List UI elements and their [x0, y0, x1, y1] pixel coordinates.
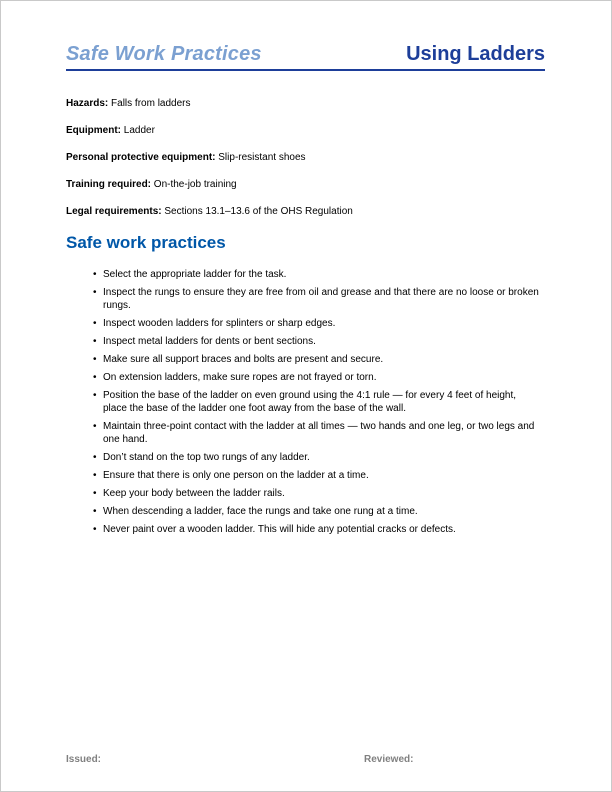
- bullet-text: Inspect wooden ladders for splinters or sharp edges.: [103, 318, 336, 329]
- bullet-item: [93, 335, 541, 348]
- meta-row: [66, 151, 545, 164]
- bullet-item: [93, 371, 541, 384]
- bullet-icon: •: [93, 372, 97, 383]
- bullet-text: Maintain three-point contact with the ladder at all times — two hands and one leg, or two legs and one hand.: [103, 421, 535, 445]
- bullet-icon: •: [93, 488, 97, 499]
- meta-row: [66, 205, 545, 218]
- bullet-item: [93, 286, 541, 312]
- meta-value: Falls from ladders: [108, 98, 191, 109]
- bullet-icon: •: [93, 287, 97, 298]
- bullet-icon: •: [93, 390, 97, 401]
- meta-value: Sections 13.1–13.6 of the OHS Regulation: [161, 206, 353, 217]
- bullet-text: Never paint over a wooden ladder. This will hide any potential cracks or defects.: [103, 524, 456, 535]
- meta-label: Hazards:: [66, 98, 109, 109]
- bullet-text: Make sure all support braces and bolts are present and secure.: [103, 354, 384, 365]
- page-footer: [66, 753, 545, 766]
- issued-label: Issued:: [66, 754, 102, 765]
- bullet-icon: •: [93, 506, 97, 517]
- bullet-text: Inspect the rungs to ensure they are free from oil and grease and that there are no loose or broken rungs.: [103, 287, 539, 311]
- section-heading: Safe work practices: [66, 233, 226, 252]
- bullet-item: [93, 487, 541, 500]
- bullet-icon: •: [93, 470, 97, 481]
- bullet-item: [93, 353, 541, 366]
- bullet-item: [93, 420, 541, 446]
- meta-label: Legal requirements:: [66, 206, 162, 217]
- bullet-text: Position the base of the ladder on even ground using the 4:1 rule — for every 4 feet of height, place the base of the ladder one foot away from the base of the wall.: [103, 390, 517, 414]
- meta-label: Personal protective equipment:: [66, 152, 216, 163]
- meta-row: [66, 178, 545, 191]
- reviewed-label: Reviewed:: [364, 754, 414, 765]
- bullet-item: [93, 317, 541, 330]
- meta-label: Equipment:: [66, 125, 121, 136]
- bullet-text: Inspect metal ladders for dents or bent sections.: [103, 336, 316, 347]
- meta-label: Training required:: [66, 179, 152, 190]
- bullet-text: Don’t stand on the top two rungs of any ladder.: [103, 452, 310, 463]
- meta-value: Slip-resistant shoes: [215, 152, 306, 163]
- bullet-item: [93, 505, 541, 518]
- meta-row: [66, 97, 545, 110]
- bullet-text: Ensure that there is only one person on the ladder at a time.: [103, 470, 369, 481]
- bullet-icon: •: [93, 318, 97, 329]
- bullet-icon: •: [93, 269, 97, 280]
- bullet-icon: •: [93, 354, 97, 365]
- bullet-item: [93, 469, 541, 482]
- bullet-text: Keep your body between the ladder rails.: [103, 488, 285, 499]
- bullet-icon: •: [93, 452, 97, 463]
- bullet-text: When descending a ladder, face the rungs and take one rung at a time.: [103, 506, 418, 517]
- bullet-list: [93, 268, 541, 536]
- bullet-item: [93, 451, 541, 464]
- meta-value: Ladder: [121, 125, 155, 136]
- bullet-text: On extension ladders, make sure ropes are not frayed or torn.: [103, 372, 377, 383]
- bullet-item: [93, 389, 541, 415]
- bullet-item: [93, 268, 541, 281]
- bullet-text: Select the appropriate ladder for the task.: [103, 269, 287, 280]
- bullet-icon: •: [93, 421, 97, 432]
- bullet-icon: •: [93, 336, 97, 347]
- page-header: [66, 43, 545, 71]
- bullet-icon: •: [93, 524, 97, 535]
- meta-value: On-the-job training: [151, 179, 237, 190]
- meta-row: [66, 124, 545, 137]
- meta-section: [66, 97, 545, 218]
- bullet-item: [93, 523, 541, 536]
- header-series-title: Safe Work Practices: [66, 43, 262, 65]
- header-topic-title: Using Ladders: [406, 43, 545, 65]
